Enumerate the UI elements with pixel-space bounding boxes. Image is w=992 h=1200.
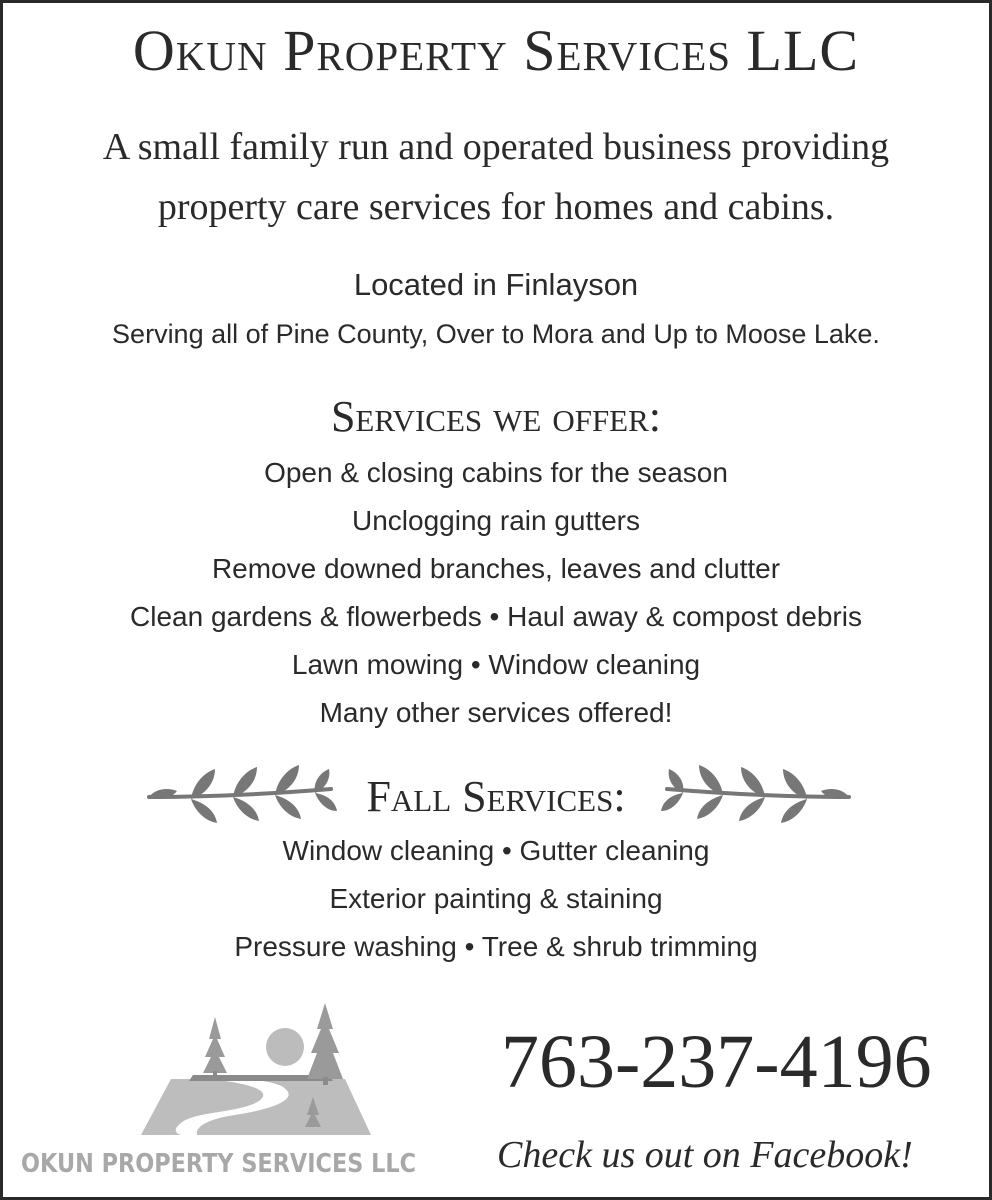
laurel-right-icon bbox=[657, 763, 853, 829]
tagline-line-2: property care services for homes and cabins. bbox=[157, 186, 835, 228]
service-item: Lawn mowing • Window cleaning bbox=[291, 649, 701, 680]
tagline-line-1: A small family run and operated business providing bbox=[102, 126, 890, 168]
phone-number: 763-237-4196 bbox=[501, 1020, 932, 1104]
location-text: Located in Finlayson bbox=[353, 267, 639, 302]
service-item: Unclogging rain gutters bbox=[352, 505, 640, 536]
fall-service-item: Pressure washing • Tree & shrub trimming bbox=[234, 931, 758, 962]
business-title: Okun Property Services LLC bbox=[132, 18, 860, 83]
facebook-callout: Check us out on Facebook! bbox=[497, 1134, 913, 1176]
fall-service-item: Exterior painting & staining bbox=[329, 883, 663, 914]
service-item: Open & closing cabins for the season bbox=[264, 457, 728, 488]
services-heading: Services we offer: bbox=[330, 392, 662, 441]
service-item: Clean gardens & flowerbeds • Haul away & compost debris bbox=[130, 601, 862, 632]
landscape-logo-icon bbox=[133, 999, 383, 1141]
service-item: Many other services offered! bbox=[319, 697, 673, 728]
logo-wordmark: OKUN PROPERTY SERVICES LLC bbox=[21, 1149, 417, 1179]
service-item: Remove downed branches, leaves and clutter bbox=[211, 553, 781, 584]
fall-services-heading: Fall Services: bbox=[366, 772, 626, 821]
fall-service-item: Window cleaning • Gutter cleaning bbox=[282, 835, 710, 866]
service-area-text: Serving all of Pine County, Over to Mora and Up to Moose Lake. bbox=[112, 319, 880, 349]
